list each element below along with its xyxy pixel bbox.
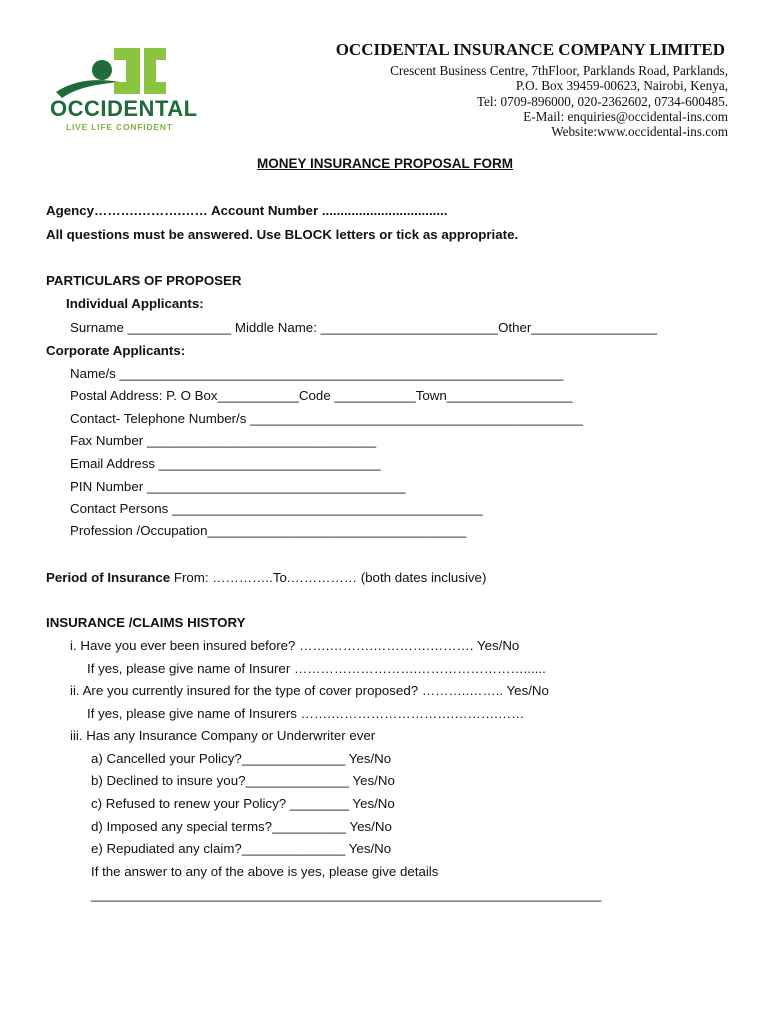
postal-address-line: Postal Address: P. O Box___________Code ___________Town_________________ [70, 388, 573, 403]
question-2-followup: If yes, please give name of Insurers …….……………………….……….…… [87, 706, 525, 721]
history-heading: INSURANCE /CLAIMS HISTORY [46, 615, 246, 630]
company-website: Website:www.occidental-ins.com [551, 124, 728, 140]
telephone-line: Contact- Telephone Number/s _____________________________________________ [70, 411, 583, 426]
individual-applicants-heading: Individual Applicants: [66, 296, 204, 311]
details-prompt: If the answer to any of the above is yes, please give details [91, 864, 439, 879]
fax-line: Fax Number _______________________________ [70, 433, 377, 448]
individual-name-line: Surname ______________ Middle Name: ________________________Other_________________ [70, 320, 658, 335]
period-label: Period of Insurance [46, 570, 171, 585]
pin-line: PIN Number ___________________________________ [70, 479, 406, 494]
logo-wordmark: OCCIDENTAL [50, 96, 198, 121]
corporate-applicants-heading: Corporate Applicants: [46, 343, 186, 358]
corporate-names-line: Name/s ____________________________________________________________ [70, 366, 564, 381]
profession-line: Profession /Occupation___________________________________ [70, 523, 467, 538]
form-title: MONEY INSURANCE PROPOSAL FORM [256, 156, 514, 171]
question-3d: d) Imposed any special terms?__________ Yes/No [91, 819, 392, 834]
question-3b: b) Declined to insure you?______________ Yes/No [91, 773, 395, 788]
question-3: iii. Has any Insurance Company or Underwriter ever [70, 728, 376, 743]
proposer-heading: PARTICULARS OF PROPOSER [46, 273, 242, 288]
company-address-2: P.O. Box 39459-00623, Nairobi, Kenya, [515, 78, 728, 94]
logo-mark-icon [48, 44, 198, 104]
company-address-1: Crescent Business Centre, 7thFloor, Parklands Road, Parklands, [390, 63, 728, 78]
period-text: From: …………..To.…………… (both dates inclusive) [170, 570, 487, 585]
company-logo [48, 44, 198, 136]
agency-account-line: Agency……….……….…… Account Number .................................. [46, 203, 448, 218]
company-header [336, 40, 728, 139]
email-line: Email Address ______________________________ [70, 456, 381, 471]
logo-tagline: LIVE LIFE CONFIDENT [66, 122, 173, 132]
question-1-followup: If yes, please give name of Insurer ……………………….……………………...... [87, 661, 546, 676]
question-3a: a) Cancelled your Policy?______________ Yes/No [91, 751, 392, 766]
question-3c: c) Refused to renew your Policy? ________ Yes/No [91, 796, 395, 811]
company-email: E-Mail: enquiries@occidental-ins.com [523, 108, 728, 124]
company-name: OCCIDENTAL INSURANCE COMPANY LIMITED [335, 40, 725, 59]
contact-persons-line: Contact Persons __________________________________________ [70, 501, 483, 516]
question-2: ii. Are you currently insured for the type of cover proposed? ………..…….. Yes/No [70, 683, 549, 698]
period-of-insurance-line [46, 570, 486, 585]
details-line: _____________________________________________________________________ [91, 887, 602, 902]
company-telephone: Tel: 0709-896000, 020-2362602, 0734-600485. [476, 93, 728, 109]
question-3e: e) Repudiated any claim?______________ Yes/No [91, 841, 392, 856]
instructions: All questions must be answered. Use BLOCK letters or tick as appropriate. [46, 227, 519, 242]
question-1: i. Have you ever been insured before? …….……….………….………. Yes/No [70, 638, 520, 653]
